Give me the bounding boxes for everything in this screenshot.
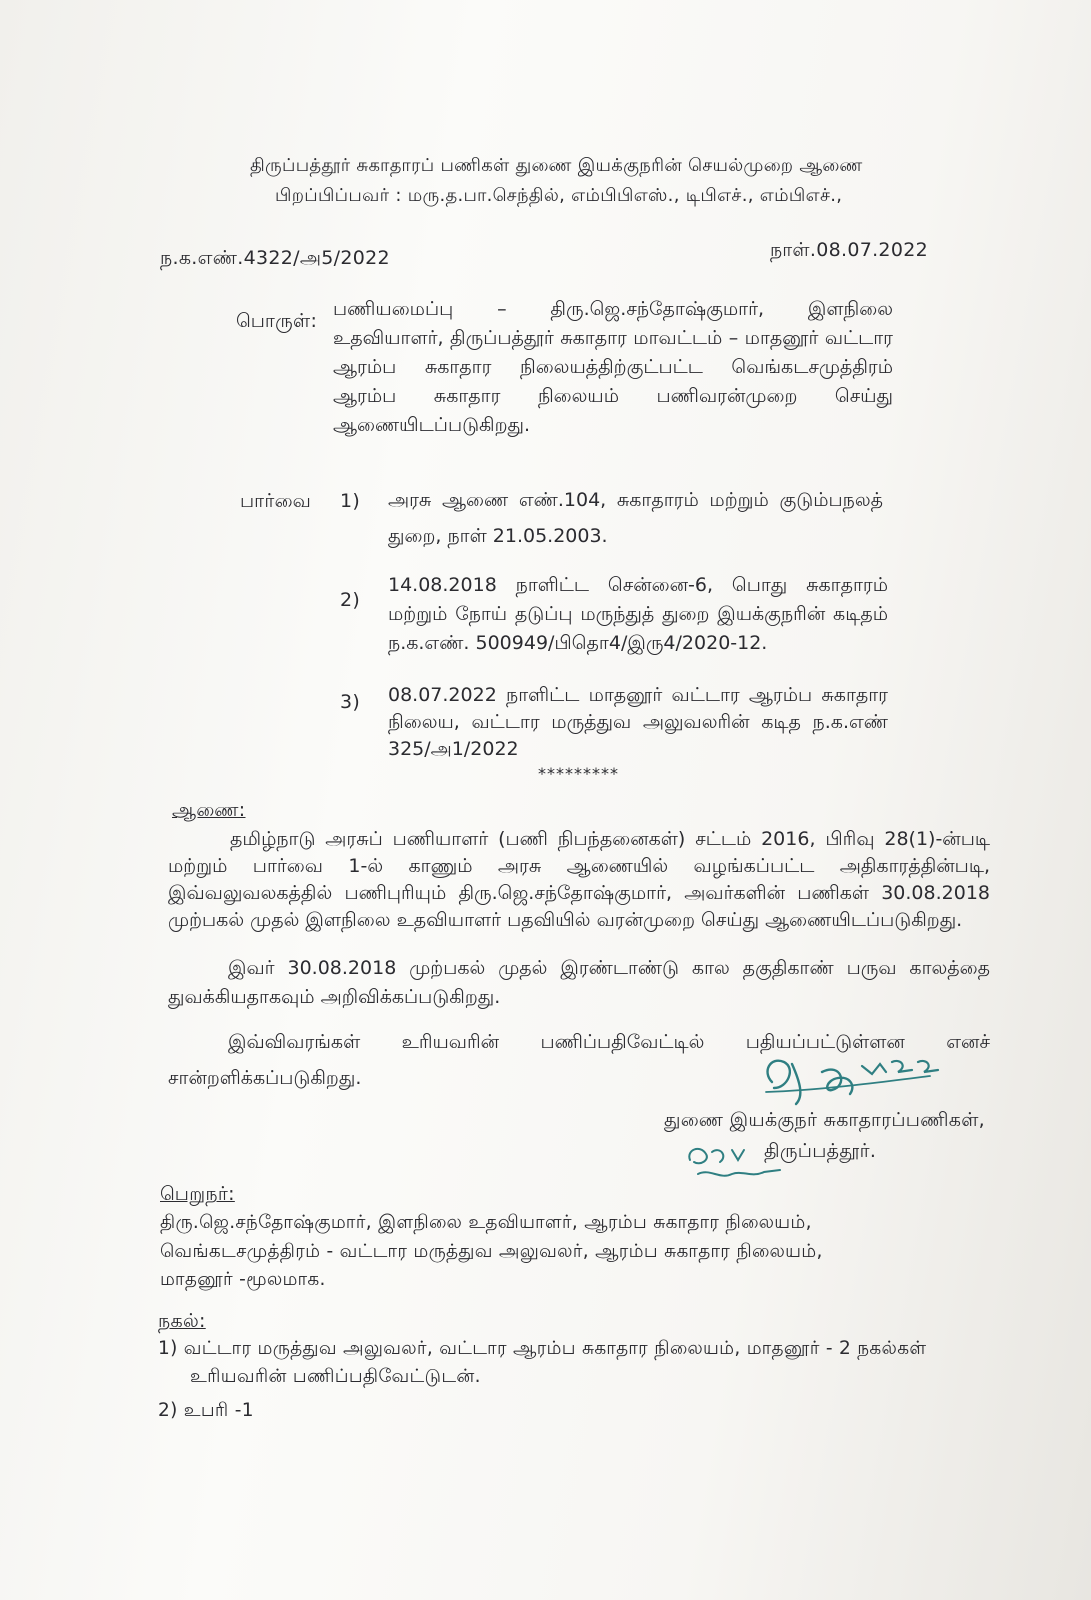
recipient-label: பெறுநர்: (160, 1183, 235, 1205)
header-title: திருப்பத்தூர் சுகாதாரப் பணிகள் துணை இயக்குநரின் செயல்முறை ஆணை (250, 155, 863, 176)
subject-text: பணியமைப்பு – திரு.ஜெ.சந்தோஷ்குமார், இளநிலை உதவியாளர், திருப்பத்தூர் சுகாதார மாவட்டம் – மாதனூர் வட்டார ஆரம்ப சுகாதார நிலையத்திற்குட்பட்ட வெங்கடசமுத்திரம் ஆரம்ப சுகாதார நிலையம் பணிவரன்முறை செய்து ஆணையிடப்படுகிறது. (333, 298, 893, 436)
signatory-title: துணை இயக்குநர் சுகாதாரப்பணிகள், (664, 1109, 985, 1131)
handwritten-signature (752, 1042, 952, 1112)
reference-item-text: அரசு ஆணை எண்.104, சுகாதாரம் மற்றும் குடும்பநலத் துறை, நாள் 21.05.2003. (388, 489, 883, 547)
order-paragraph-2: இவர் 30.08.2018 முற்பகல் முதல் இரண்டாண்டு கால தகுதிகாண் பருவ காலத்தை துவக்கியதாகவும் அறிவிக்கப்படுகிறது. (168, 957, 990, 1008)
reference-item-text: 08.07.2022 நாளிட்ட மாதனூர் வட்டார ஆரம்ப சுகாதார நிலைய, வட்டார மருத்துவ அலுவலரின் கடித ந.க.எண் 325/அ1/2022 (388, 684, 888, 760)
initials-mark (680, 1140, 790, 1190)
reference-number: ந.க.எண்.4322/அ5/2022 (160, 247, 390, 269)
separator-stars: ********* (538, 764, 619, 783)
recipient-line: திரு.ஜெ.சந்தோஷ்குமார், இளநிலை உதவியாளர், ஆரம்ப சுகாதார நிலையம், (160, 1212, 812, 1233)
order-label: ஆணை: (172, 799, 246, 821)
order-paragraph-3: இவ்விவரங்கள் உரியவரின் பணிப்பதிவேட்டில் பதியப்பட்டுள்ளன எனச் சான்றளிக்கப்படுகிறது. (168, 1031, 990, 1089)
recipient-line: மாதனூர் -மூலமாக. (160, 1269, 326, 1290)
header-issuer: பிறப்பிப்பவர் : மரு.த.பா.செந்தில், எம்பிபிஎஸ்., டிபிஎச்., எம்பிஎச்., (275, 185, 843, 206)
copy-item-1-continued: உரியவரின் பணிப்பதிவேட்டுடன். (190, 1366, 481, 1387)
copy-item-2: 2) உபரி -1 (158, 1400, 254, 1421)
reference-item-text: 14.08.2018 நாளிட்ட சென்னை-6, பொது சுகாதாரம் மற்றும் நோய் தடுப்பு மருந்துத் துறை இயக்குநரின் கடிதம் ந.க.எண். 500949/பிதொ4/இரு4/2020-12. (388, 574, 888, 654)
copy-item-1: 1) வட்டார மருத்துவ அலுவலர், வட்டார ஆரம்ப சுகாதார நிலையம், மாதனூர் - 2 நகல்கள் (158, 1338, 927, 1359)
reference-date: நாள்.08.07.2022 (770, 239, 928, 261)
subject-label: பொருள்: (236, 310, 318, 332)
recipient-line: வெங்கடசமுத்திரம் - வட்டார மருத்துவ அலுவலர், ஆரம்ப சுகாதார நிலையம், (160, 1241, 823, 1262)
reference-item-number: 1) (340, 490, 361, 512)
references-label: பார்வை (240, 490, 312, 512)
order-paragraph-1: தமிழ்நாடு அரசுப் பணியாளர் (பணி நிபந்தனைகள்) சட்டம் 2016, பிரிவு 28(1)-ன்படி மற்றும் பார்வை 1-ல் காணும் அரசு ஆணையில் வழங்கப்பட்ட அதிகாரத்தின்படி, இவ்வலுவலகத்தில் பணிபுரியும் திரு.ஜெ.சந்தோஷ்குமார், அவர்களின் பணிகள் 30.08.2018 முற்பகல் முதல் இளநிலை உதவியாளர் பதவியில் வரன்முறை செய்து ஆணையிடப்படுகிறது. (168, 828, 990, 931)
signatory-place: திருப்பத்தூர். (764, 1140, 877, 1162)
reference-item-number: 2) (340, 589, 361, 611)
copy-label: நகல்: (158, 1310, 206, 1332)
reference-item-number: 3) (340, 691, 361, 713)
